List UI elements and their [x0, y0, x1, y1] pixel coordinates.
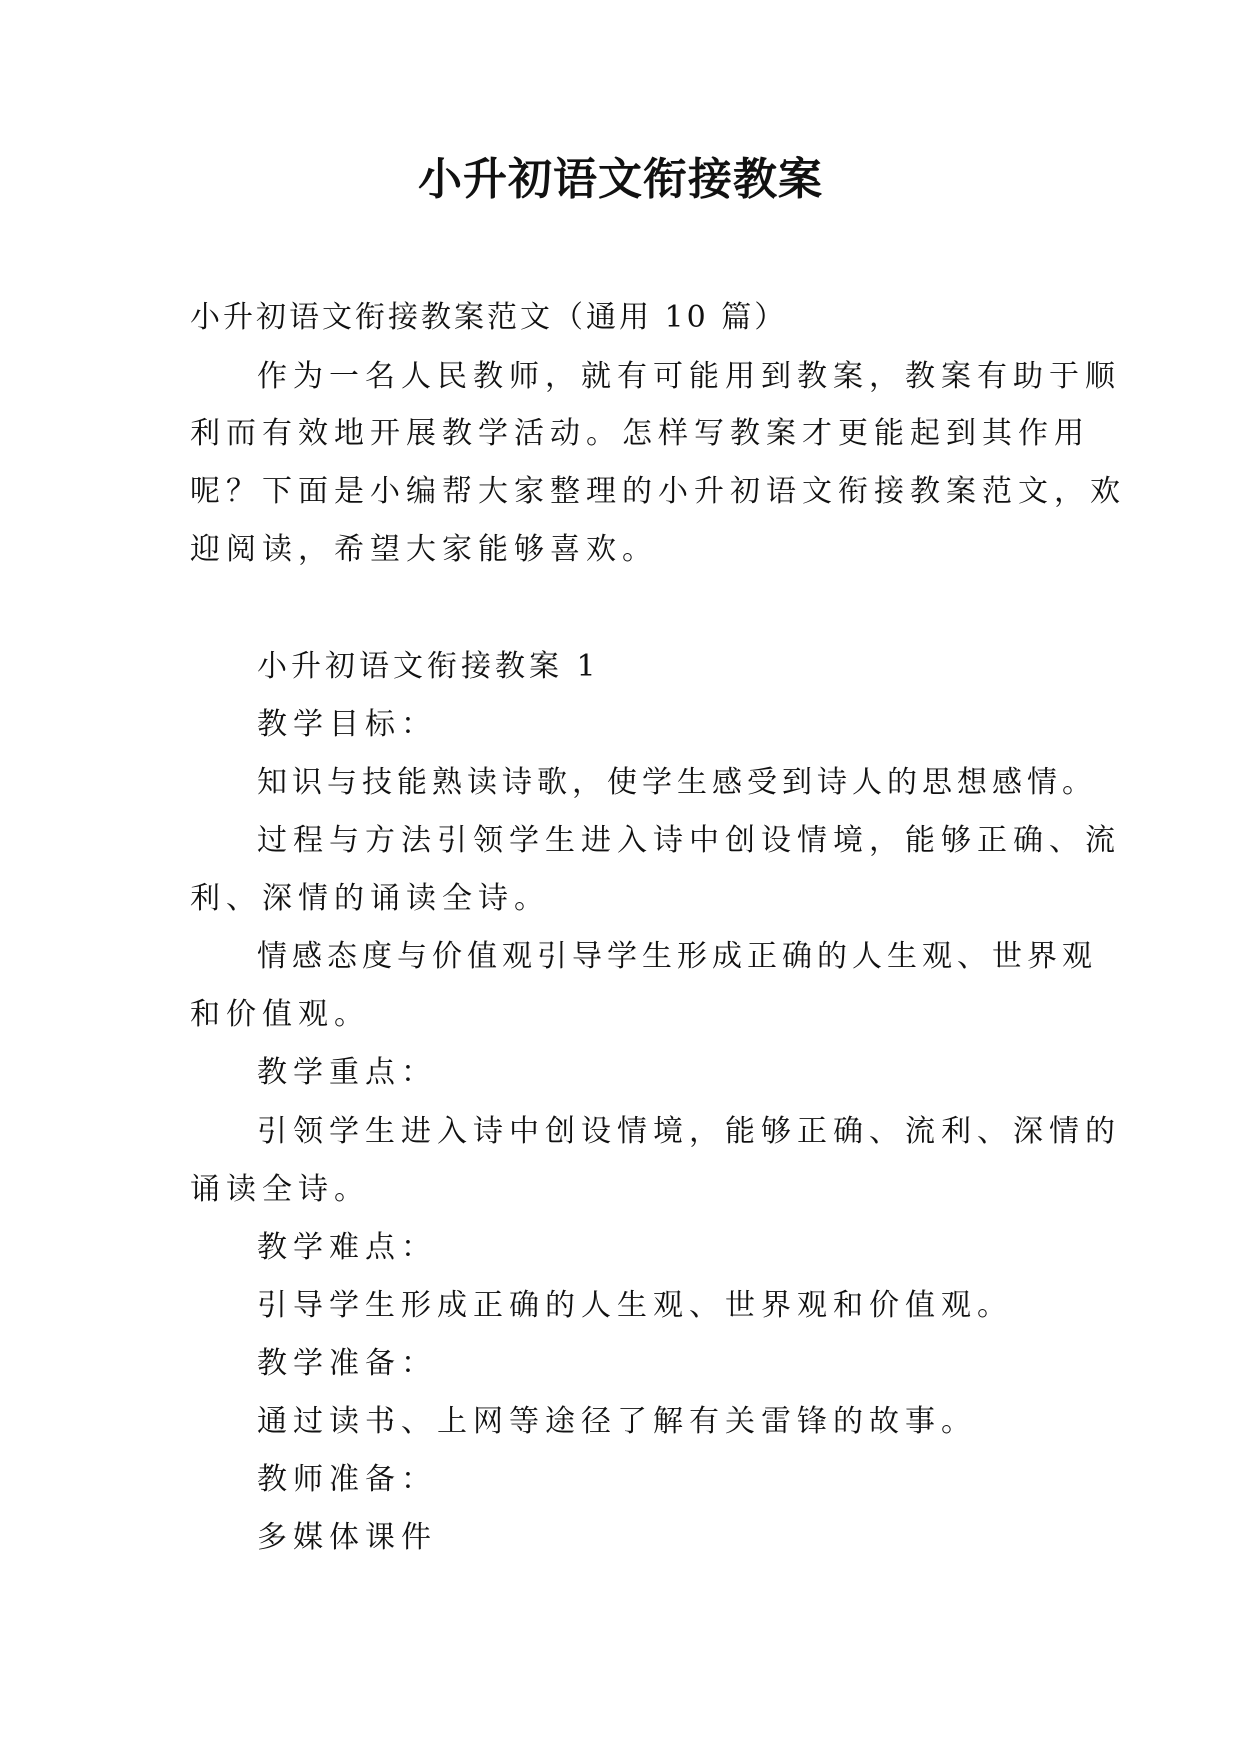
teaching-goals-label: 教学目标：	[257, 707, 437, 742]
body-line: 多媒体课件	[257, 1520, 437, 1555]
body-line: 诵读全诗。	[190, 1172, 370, 1207]
body-line: 引领学生进入诗中创设情境，能够正确、流利、深情的	[257, 1114, 1121, 1149]
teaching-preparation-label: 教学准备：	[257, 1346, 437, 1381]
intro-paragraph-line: 作为一名人民教师，就有可能用到教案，教案有助于顺	[257, 359, 1121, 394]
document-title: 小升初语文衔接教案	[418, 154, 823, 205]
section-heading: 小升初语文衔接教案 1	[257, 649, 600, 684]
teaching-focus-label: 教学重点：	[257, 1055, 437, 1090]
subtitle-line: 小升初语文衔接教案范文（通用 10 篇）	[190, 300, 788, 335]
body-line: 情感态度与价值观引导学生形成正确的人生观、世界观	[257, 939, 1097, 974]
teaching-difficulty-label: 教学难点：	[257, 1230, 437, 1265]
intro-paragraph-line: 迎阅读，希望大家能够喜欢。	[190, 532, 658, 567]
body-line: 过程与方法引领学生进入诗中创设情境，能够正确、流	[257, 823, 1121, 858]
body-line: 通过读书、上网等途径了解有关雷锋的故事。	[257, 1404, 977, 1439]
body-line: 引导学生形成正确的人生观、世界观和价值观。	[257, 1288, 1013, 1323]
intro-paragraph-line: 利而有效地开展教学活动。怎样写教案才更能起到其作用	[190, 416, 1090, 451]
body-line: 和价值观。	[190, 997, 370, 1032]
body-line: 知识与技能熟读诗歌，使学生感受到诗人的思想感情。	[257, 765, 1097, 800]
teacher-preparation-label: 教师准备：	[257, 1462, 437, 1497]
body-line: 利、深情的诵读全诗。	[190, 881, 550, 916]
intro-paragraph-line: 呢？下面是小编帮大家整理的小升初语文衔接教案范文，欢	[190, 474, 1126, 509]
